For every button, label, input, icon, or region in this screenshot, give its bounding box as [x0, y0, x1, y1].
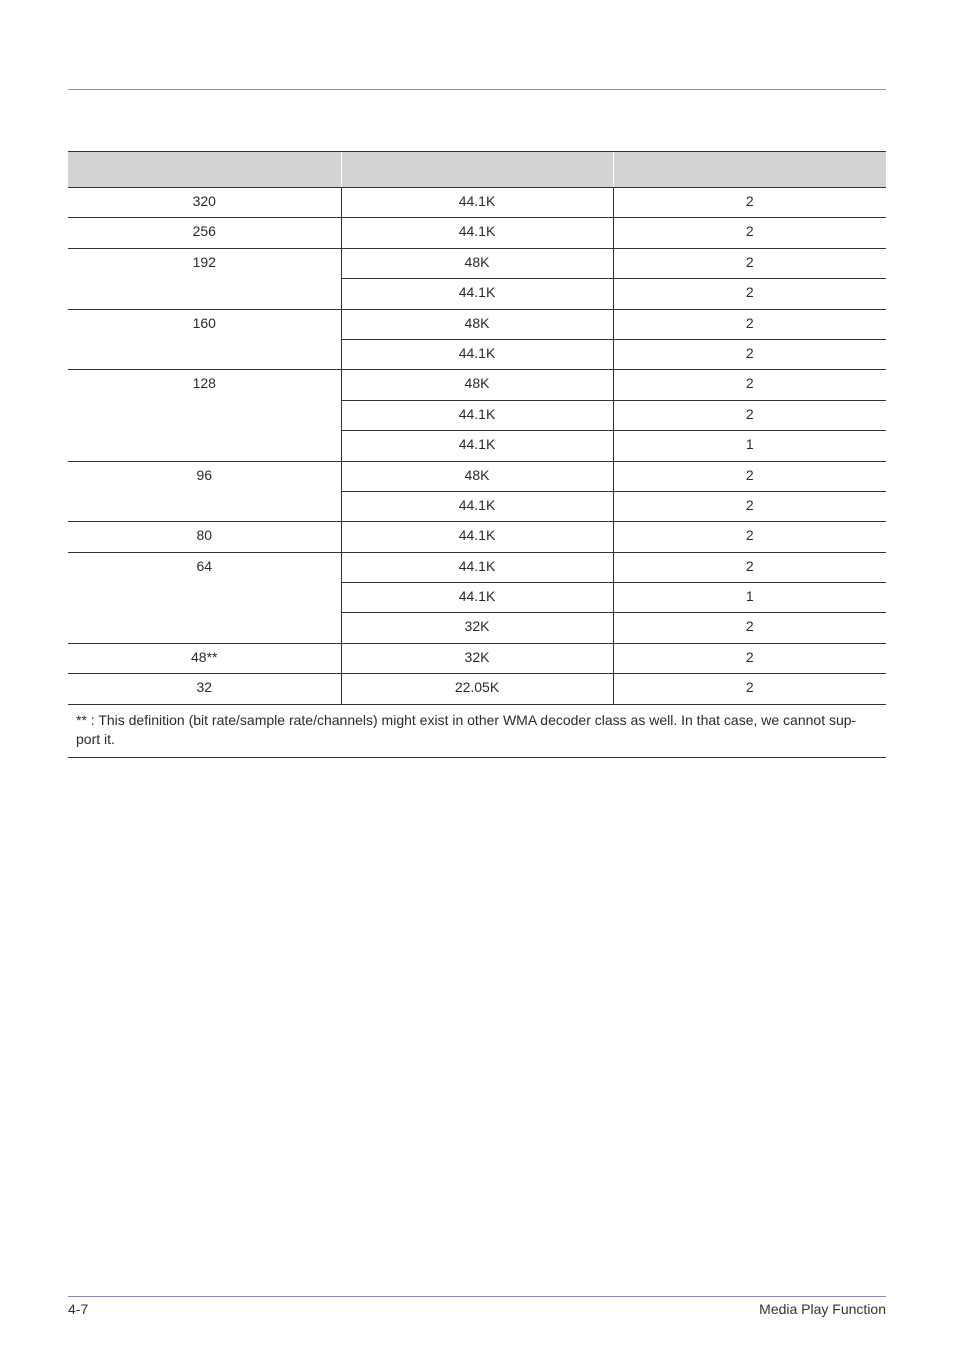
channels-cell: 2	[613, 400, 886, 430]
sample-rate-cell: 44.1K	[341, 522, 613, 552]
footer-rule	[68, 1296, 886, 1297]
header-cell	[341, 152, 613, 188]
table-row	[68, 218, 886, 248]
sample-rate-cell: 44.1K	[341, 400, 613, 430]
table-row	[68, 309, 886, 339]
table-row	[68, 370, 886, 400]
channels-cell: 2	[613, 613, 886, 643]
sample-rate-cell: 44.1K	[341, 431, 613, 461]
bitrate-cell: 32	[68, 674, 341, 704]
sample-rate-cell: 22.05K	[341, 674, 613, 704]
channels-cell: 2	[613, 339, 886, 369]
bitrate-cell: 128	[68, 370, 341, 461]
sample-rate-cell: 44.1K	[341, 279, 613, 309]
bitrate-cell: 48**	[68, 643, 341, 673]
channels-cell: 2	[613, 552, 886, 582]
bitrate-cell: 192	[68, 248, 341, 309]
sample-rate-cell: 44.1K	[341, 188, 613, 218]
table-body	[68, 188, 886, 758]
channels-cell: 2	[613, 218, 886, 248]
note-row	[68, 704, 886, 757]
table-row	[68, 461, 886, 491]
table-row	[68, 188, 886, 218]
channels-cell: 1	[613, 431, 886, 461]
bitrate-cell: 160	[68, 309, 341, 370]
bitrate-cell: 80	[68, 522, 341, 552]
sample-rate-cell: 32K	[341, 643, 613, 673]
sample-rate-cell: 48K	[341, 461, 613, 491]
bitrate-cell: 96	[68, 461, 341, 522]
header-cell	[68, 152, 341, 188]
sample-rate-cell: 48K	[341, 370, 613, 400]
table-header-row	[68, 152, 886, 188]
page-number: 4-7	[68, 1301, 89, 1317]
channels-cell: 2	[613, 643, 886, 673]
channels-cell: 2	[613, 370, 886, 400]
sample-rate-cell: 44.1K	[341, 218, 613, 248]
bitrate-cell: 256	[68, 218, 341, 248]
sample-rate-cell: 44.1K	[341, 339, 613, 369]
section-title: Media Play Function	[759, 1301, 886, 1317]
channels-cell: 2	[613, 248, 886, 278]
header-cell	[613, 152, 886, 188]
channels-cell: 2	[613, 309, 886, 339]
channels-cell: 2	[613, 674, 886, 704]
channels-cell: 2	[613, 188, 886, 218]
bitrate-cell: 320	[68, 188, 341, 218]
table-footnote: ** : This definition (bit rate/sample rate/channels) might exist in other WMA decoder class as well. In that case, we cannot sup-port it.	[68, 704, 886, 757]
sample-rate-cell: 44.1K	[341, 583, 613, 613]
table-row	[68, 552, 886, 582]
bitrate-cell: 64	[68, 552, 341, 643]
channels-cell: 2	[613, 461, 886, 491]
sample-rate-cell: 32K	[341, 613, 613, 643]
table-row	[68, 674, 886, 704]
sample-rate-cell: 44.1K	[341, 552, 613, 582]
channels-cell: 2	[613, 279, 886, 309]
table-row	[68, 522, 886, 552]
wma-spec-table	[68, 151, 886, 758]
sample-rate-cell: 48K	[341, 248, 613, 278]
sample-rate-cell: 44.1K	[341, 491, 613, 521]
table-row	[68, 643, 886, 673]
channels-cell: 2	[613, 522, 886, 552]
channels-cell: 2	[613, 491, 886, 521]
sample-rate-cell: 48K	[341, 309, 613, 339]
header-rule	[68, 89, 886, 90]
table-row	[68, 248, 886, 278]
channels-cell: 1	[613, 583, 886, 613]
